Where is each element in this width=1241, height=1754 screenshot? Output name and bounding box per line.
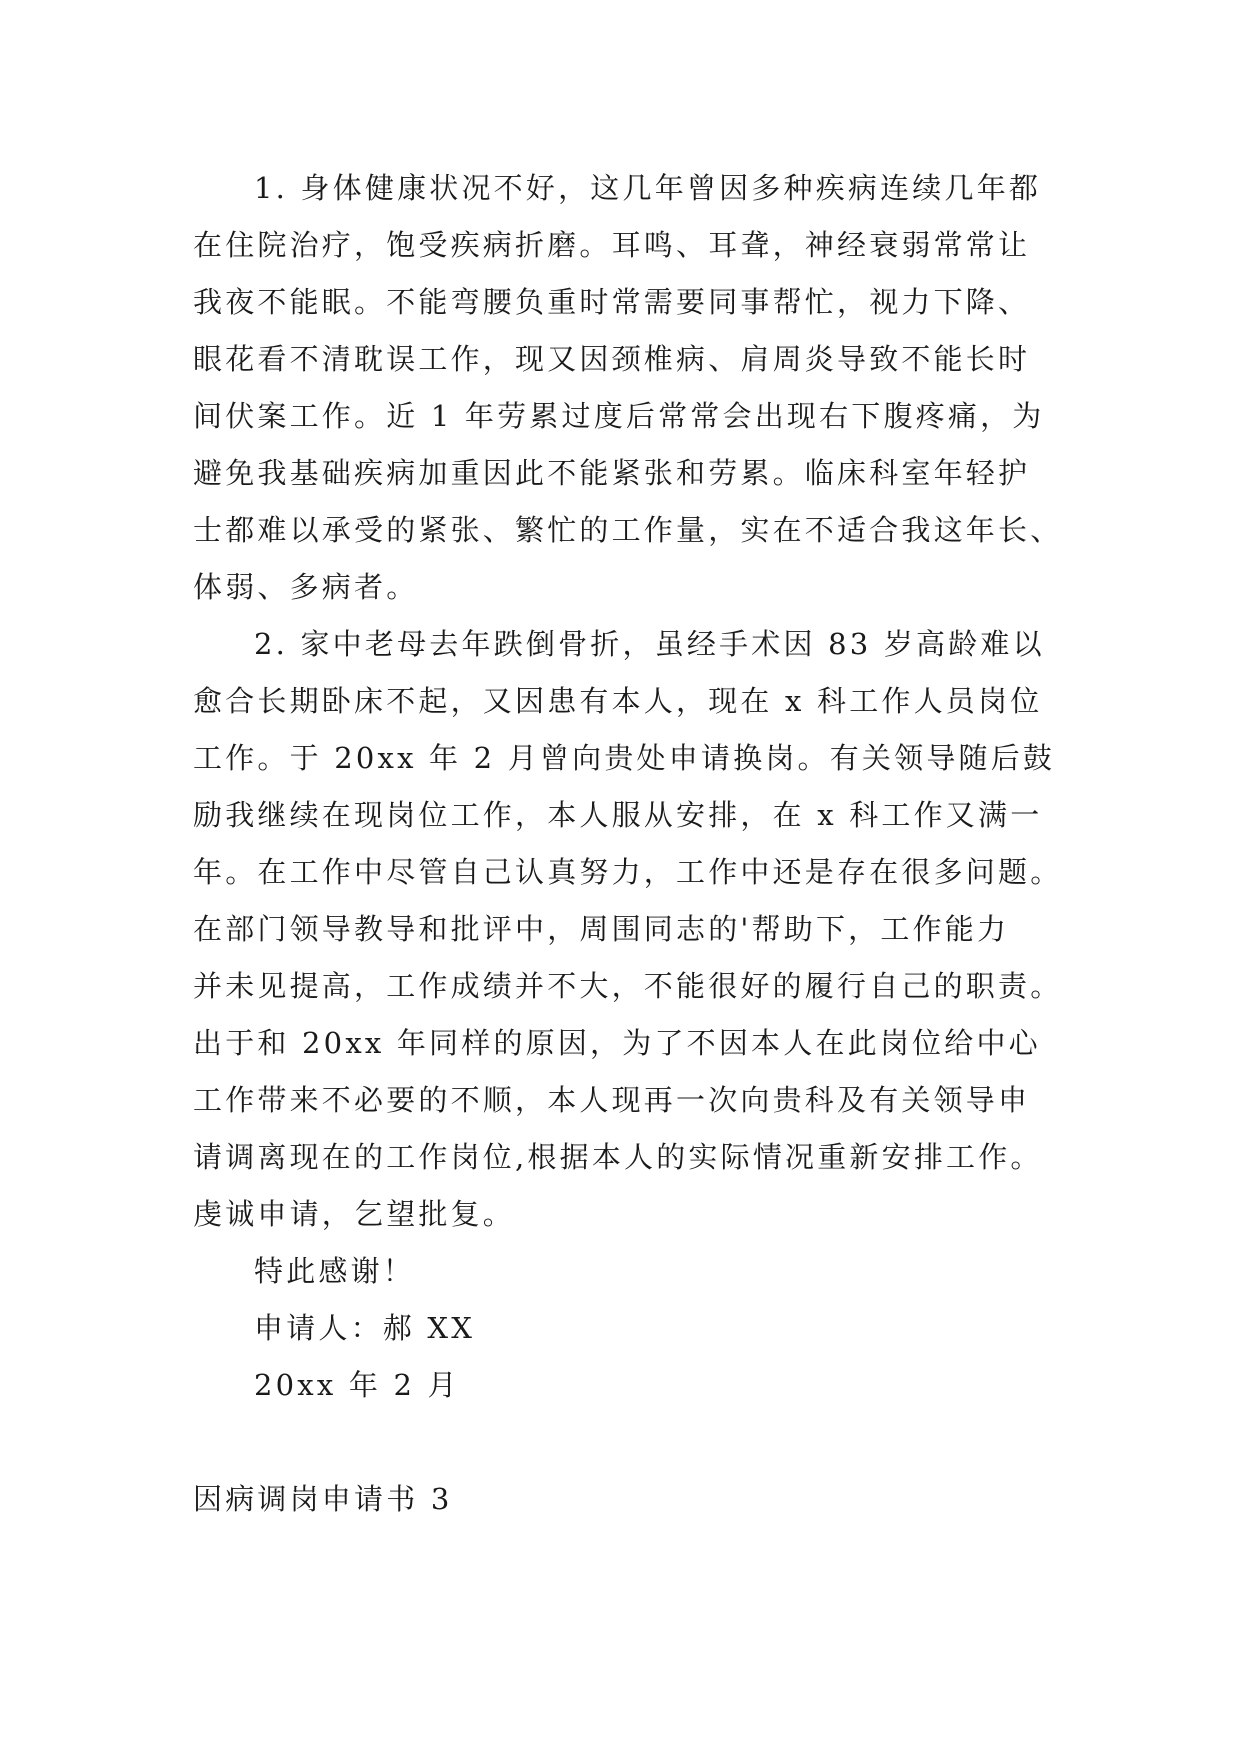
text-line: 年。在工作中尽管自己认真努力，工作中还是存在很多问题。 <box>193 855 1063 889</box>
text-line: 间伏案工作。近 1 年劳累过度后常常会出现右下腹疼痛，为 <box>193 399 1045 433</box>
closing-text: 特此感谢！ <box>254 1254 416 1288</box>
next-section-title: 因病调岗申请书 3 <box>193 1482 453 1516</box>
text-line: 在部门领导教导和批评中，周围同志的'帮助下，工作能力 <box>193 912 1010 946</box>
text-line: 请调离现在的工作岗位,根据本人的实际情况重新安排工作。 <box>193 1140 1043 1174</box>
text-line: 愈合长期卧床不起，又因患有本人，现在 x 科工作人员岗位 <box>193 684 1043 718</box>
text-line: 体弱、多病者。 <box>193 570 419 604</box>
text-line: 我夜不能眠。不能弯腰负重时常需要同事帮忙，视力下降、 <box>193 285 1031 319</box>
text-line: 工作。于 20xx 年 2 月曾向贵处申请换岗。有关领导随后鼓 <box>193 741 1056 775</box>
text-line: 在住院治疗，饱受疾病折磨。耳鸣、耳聋，神经衰弱常常让 <box>193 228 1031 262</box>
text-line: 励我继续在现岗位工作，本人服从安排，在 x 科工作又满一 <box>193 798 1043 832</box>
text-line: 1. 身体健康状况不好，这几年曾因多种疾病连续几年都 <box>254 171 1042 205</box>
date-line: 20xx 年 2 月 <box>254 1368 460 1402</box>
text-line: 2. 家中老母去年跌倒骨折，虽经手术因 83 岁高龄难以 <box>254 627 1045 661</box>
applicant-signature: 申请人：郝 XX <box>254 1311 476 1345</box>
text-line: 虔诚申请，乞望批复。 <box>193 1197 516 1231</box>
text-line: 出于和 20xx 年同样的原因，为了不因本人在此岗位给中心 <box>193 1026 1041 1060</box>
text-line: 并未见提高，工作成绩并不大，不能很好的履行自己的职责。 <box>193 969 1063 1003</box>
text-line: 避免我基础疾病加重因此不能紧张和劳累。临床科室年轻护 <box>193 456 1031 490</box>
text-line: 眼花看不清耽误工作，现又因颈椎病、肩周炎导致不能长时 <box>193 342 1031 376</box>
text-line: 士都难以承受的紧张、繁忙的工作量，实在不适合我这年长、 <box>193 513 1063 547</box>
text-line: 工作带来不必要的不顺，本人现再一次向贵科及有关领导申 <box>193 1083 1031 1117</box>
